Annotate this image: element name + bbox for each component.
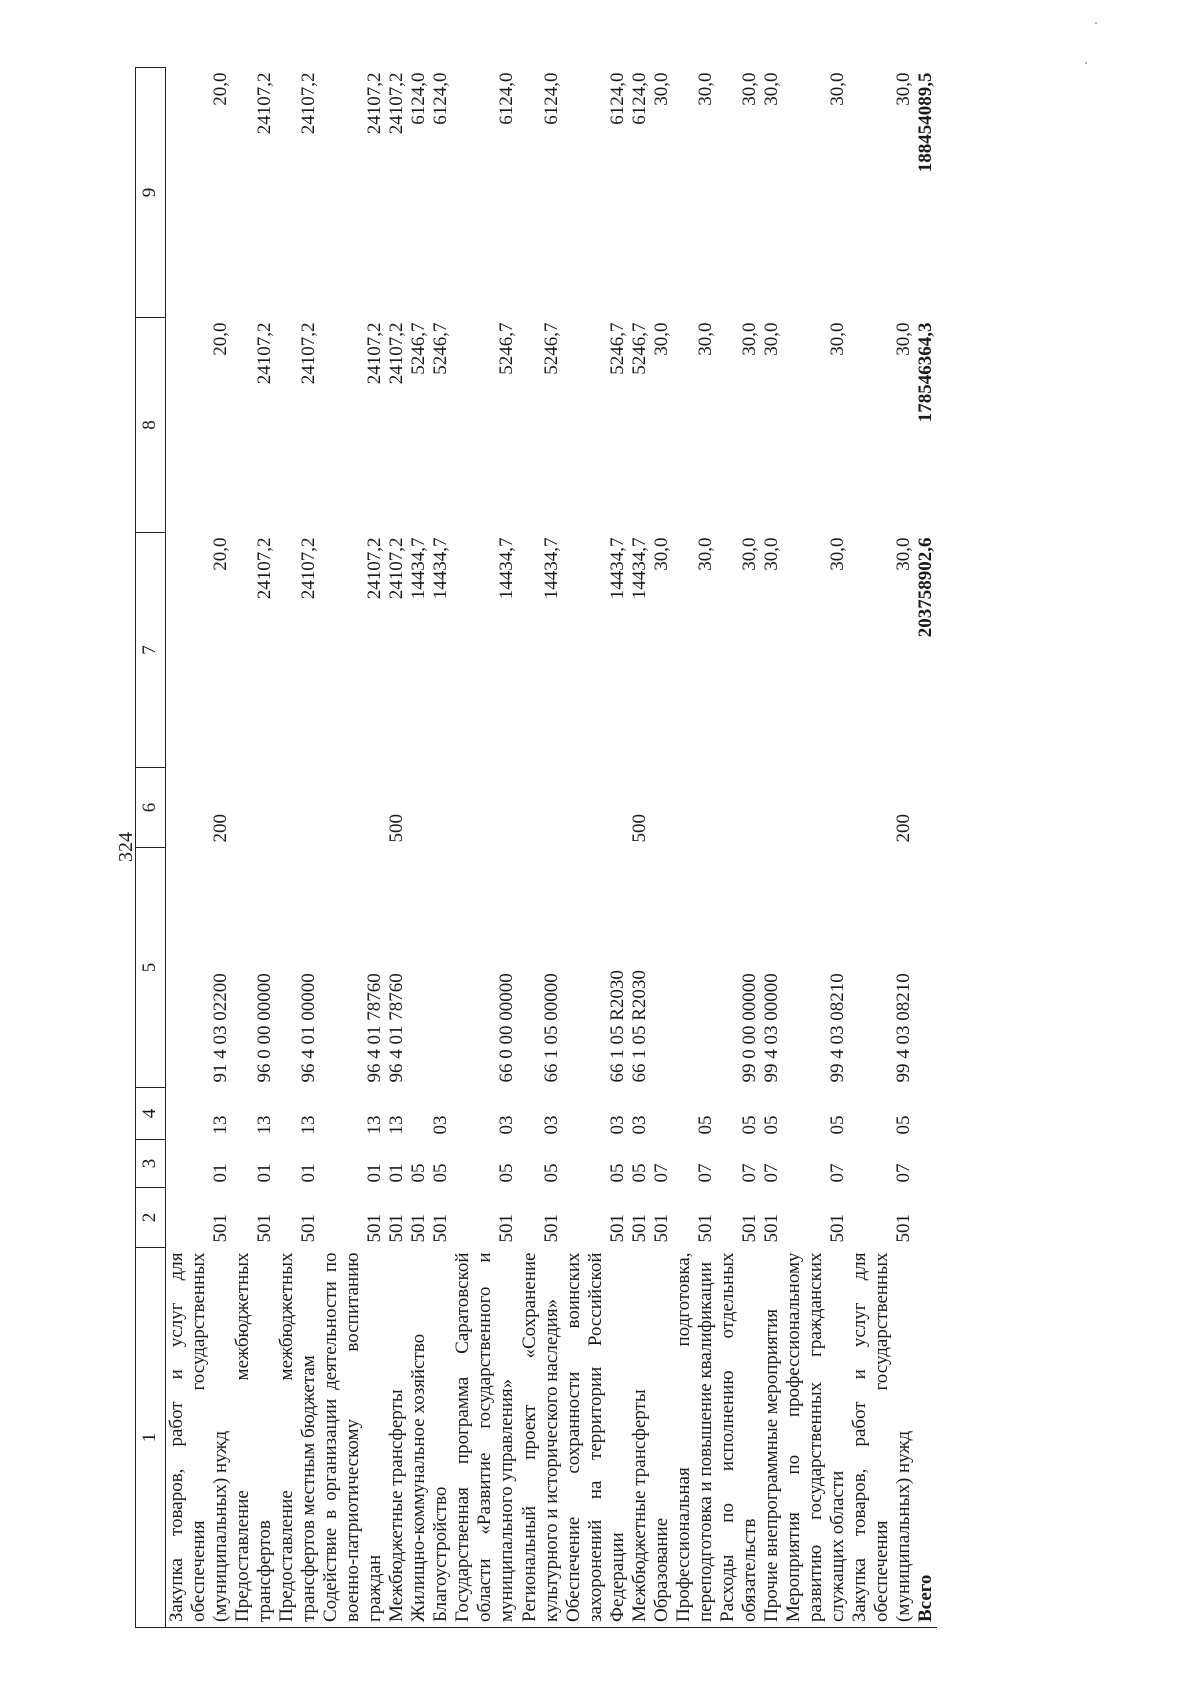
subsection-code: 03 bbox=[540, 1115, 562, 1135]
budget-code: 501 bbox=[210, 1214, 232, 1243]
amount-year-1: 30,0 bbox=[738, 537, 760, 571]
table-row bbox=[849, 68, 915, 1628]
item-name: Благоустройство bbox=[430, 1248, 452, 1628]
target-article-code: 99 0 00 00000 bbox=[738, 973, 760, 1083]
amount-year-1: 30,0 bbox=[760, 537, 782, 571]
amount-year-2: 24107,2 bbox=[364, 322, 386, 385]
table-row bbox=[761, 68, 783, 1628]
item-name: Государственная программа Саратовской области «Развитие государственного и муниципального управления» bbox=[452, 1248, 518, 1628]
section-code: 07 bbox=[694, 1163, 716, 1183]
target-article-code: 96 0 00 00000 bbox=[254, 973, 276, 1083]
expense-type-code bbox=[408, 768, 430, 848]
target-article-code bbox=[651, 848, 673, 1088]
total-section-code bbox=[915, 1140, 937, 1188]
expense-type-code bbox=[651, 768, 673, 848]
amount-year-2: 30,0 bbox=[826, 322, 848, 356]
column-header: 6 bbox=[136, 768, 166, 848]
subsection-code: 05 bbox=[893, 1115, 915, 1135]
budget-code: 501 bbox=[408, 1214, 430, 1243]
target-article-code: 96 4 01 78760 bbox=[364, 973, 386, 1083]
target-article-code: 99 4 03 08210 bbox=[826, 973, 848, 1083]
column-header: 4 bbox=[136, 1088, 166, 1140]
expense-type-code bbox=[320, 768, 386, 848]
column-number-header bbox=[136, 68, 166, 1628]
subsection-code: 13 bbox=[254, 1115, 276, 1135]
column-header: 1 bbox=[136, 1248, 166, 1628]
table-body bbox=[166, 68, 938, 1628]
item-name: Содействие в организации деятельности по военно-патриотическому воспитанию граждан bbox=[320, 1248, 386, 1628]
budget-code: 501 bbox=[430, 1214, 452, 1243]
target-article-code: 66 1 05 R2030 bbox=[628, 970, 650, 1083]
amount-year-1: 30,0 bbox=[826, 537, 848, 571]
amount-year-2: 30,0 bbox=[893, 322, 915, 356]
amount-year-1: 14434,7 bbox=[606, 537, 628, 600]
amount-year-2: 20,0 bbox=[210, 322, 232, 356]
expense-type-code bbox=[717, 768, 761, 848]
table-row bbox=[717, 68, 761, 1628]
amount-year-1: 14434,7 bbox=[540, 537, 562, 600]
expense-type-code: 200 bbox=[893, 814, 915, 843]
amount-year-3: 6124,0 bbox=[540, 72, 562, 125]
target-article-code: 99 4 03 00000 bbox=[760, 973, 782, 1083]
budget-code: 501 bbox=[738, 1214, 760, 1243]
amount-year-2: 30,0 bbox=[694, 322, 716, 356]
section-code: 05 bbox=[540, 1163, 562, 1183]
subsection-code: 05 bbox=[738, 1115, 760, 1135]
amount-year-2: 24107,2 bbox=[254, 322, 276, 385]
section-code: 01 bbox=[298, 1163, 320, 1183]
budget-code: 501 bbox=[694, 1214, 716, 1243]
amount-year-3: 24107,2 bbox=[254, 72, 276, 135]
budget-code: 501 bbox=[628, 1214, 650, 1243]
item-name: Межбюджетные трансферты bbox=[629, 1248, 651, 1628]
target-article-code: 99 4 03 08210 bbox=[893, 973, 915, 1083]
subsection-code: 05 bbox=[694, 1115, 716, 1135]
expense-type-code: 500 bbox=[386, 814, 408, 843]
budget-code: 501 bbox=[496, 1214, 518, 1243]
total-amount-year-3: 188454089,5 bbox=[915, 72, 937, 173]
column-header: 7 bbox=[136, 533, 166, 768]
expense-type-code: 500 bbox=[628, 814, 650, 843]
item-name: Закупка товаров, работ и услуг для обеспечения государственных (муниципальных) нужд bbox=[849, 1248, 915, 1628]
table-row bbox=[276, 68, 320, 1628]
amount-year-3: 6124,0 bbox=[430, 72, 452, 125]
amount-year-3: 6124,0 bbox=[606, 72, 628, 125]
total-expense-type-code bbox=[915, 768, 937, 848]
amount-year-1: 20,0 bbox=[210, 537, 232, 571]
section-code: 01 bbox=[364, 1163, 386, 1183]
amount-year-3: 30,0 bbox=[760, 72, 782, 106]
total-amount-year-1: 203758902,6 bbox=[915, 537, 937, 638]
table-row bbox=[430, 68, 452, 1628]
target-article-code: 96 4 01 00000 bbox=[298, 973, 320, 1083]
table-row bbox=[629, 68, 651, 1628]
subsection-code: 13 bbox=[386, 1115, 408, 1135]
subsection-code bbox=[408, 1088, 430, 1140]
section-code: 07 bbox=[650, 1163, 672, 1183]
column-header: 9 bbox=[136, 68, 166, 318]
table-row bbox=[320, 68, 386, 1628]
subsection-code bbox=[651, 1088, 673, 1140]
amount-year-3: 30,0 bbox=[694, 72, 716, 106]
amount-year-2: 24107,2 bbox=[298, 322, 320, 385]
budget-table bbox=[135, 67, 937, 1628]
amount-year-3: 30,0 bbox=[893, 72, 915, 106]
amount-year-2: 24107,2 bbox=[386, 322, 408, 385]
table-row bbox=[651, 68, 673, 1628]
budget-code: 501 bbox=[893, 1214, 915, 1243]
expense-type-code bbox=[761, 768, 783, 848]
item-name: Закупка товаров, работ и услуг для обеспечения государственных (муниципальных) нужд bbox=[166, 1248, 233, 1628]
budget-code: 501 bbox=[254, 1214, 276, 1243]
amount-year-2: 5246,7 bbox=[628, 322, 650, 375]
amount-year-3: 6124,0 bbox=[408, 72, 430, 125]
amount-year-1: 30,0 bbox=[694, 537, 716, 571]
item-name: Обеспечение сохранности воинских захоронений на территории Российской Федерации bbox=[563, 1248, 629, 1628]
subsection-code: 13 bbox=[298, 1115, 320, 1135]
amount-year-1: 14434,7 bbox=[628, 537, 650, 600]
item-name: Предоставление межбюджетных трансфертов местным бюджетам bbox=[276, 1248, 320, 1628]
target-article-code: 66 1 05 R2030 bbox=[606, 970, 628, 1083]
amount-year-3: 24107,2 bbox=[386, 72, 408, 135]
total-target-article-code bbox=[915, 848, 937, 1088]
table-row bbox=[783, 68, 849, 1628]
expense-type-code bbox=[232, 768, 276, 848]
budget-code: 501 bbox=[760, 1214, 782, 1243]
budget-code: 501 bbox=[650, 1214, 672, 1243]
table-row bbox=[386, 68, 408, 1628]
subsection-code: 03 bbox=[496, 1115, 518, 1135]
subsection-code: 03 bbox=[606, 1115, 628, 1135]
amount-year-2: 5246,7 bbox=[430, 322, 452, 375]
expense-type-code bbox=[673, 768, 717, 848]
section-code: 07 bbox=[826, 1163, 848, 1183]
column-header: 3 bbox=[136, 1140, 166, 1188]
table-row bbox=[452, 68, 518, 1628]
total-amount-year-2: 178546364,3 bbox=[915, 322, 937, 423]
subsection-code: 13 bbox=[210, 1115, 232, 1135]
section-code: 05 bbox=[606, 1163, 628, 1183]
total-item-name: Всего bbox=[915, 1248, 937, 1628]
item-name: Прочие внепрограммные мероприятия bbox=[761, 1248, 783, 1628]
subsection-code: 05 bbox=[760, 1115, 782, 1135]
amount-year-1: 30,0 bbox=[893, 537, 915, 571]
amount-year-3: 24107,2 bbox=[298, 72, 320, 135]
column-header: 5 bbox=[136, 848, 166, 1088]
amount-year-1: 24107,2 bbox=[364, 537, 386, 600]
table-row bbox=[166, 68, 233, 1628]
table-row bbox=[563, 68, 629, 1628]
section-code: 07 bbox=[893, 1163, 915, 1183]
amount-year-1: 14434,7 bbox=[430, 537, 452, 600]
target-article-code: 91 4 03 02200 bbox=[210, 973, 232, 1083]
amount-year-3: 6124,0 bbox=[628, 72, 650, 125]
budget-code: 501 bbox=[606, 1214, 628, 1243]
amount-year-2: 5246,7 bbox=[540, 322, 562, 375]
amount-year-3: 6124,0 bbox=[496, 72, 518, 125]
target-article-code: 96 4 01 78760 bbox=[386, 973, 408, 1083]
item-name: Мероприятия по профессиональному развитию государственных гражданских служащих области bbox=[783, 1248, 849, 1628]
budget-code: 501 bbox=[298, 1214, 320, 1243]
expense-type-code bbox=[563, 768, 629, 848]
amount-year-1: 24107,2 bbox=[254, 537, 276, 600]
amount-year-1: 14434,7 bbox=[496, 537, 518, 600]
item-name: Образование bbox=[651, 1248, 673, 1628]
table-row bbox=[408, 68, 430, 1628]
section-code: 05 bbox=[496, 1163, 518, 1183]
scan-speck bbox=[1095, 22, 1097, 24]
subsection-code: 05 bbox=[826, 1115, 848, 1135]
section-code: 05 bbox=[430, 1163, 452, 1183]
table-row bbox=[673, 68, 717, 1628]
target-article-code bbox=[408, 848, 430, 1088]
table-row bbox=[519, 68, 563, 1628]
table-row bbox=[232, 68, 276, 1628]
section-code: 01 bbox=[254, 1163, 276, 1183]
expense-type-code bbox=[430, 768, 452, 848]
amount-year-2: 5246,7 bbox=[408, 322, 430, 375]
section-code: 07 bbox=[760, 1163, 782, 1183]
subsection-code: 03 bbox=[628, 1115, 650, 1135]
amount-year-2: 5246,7 bbox=[606, 322, 628, 375]
budget-code: 501 bbox=[826, 1214, 848, 1243]
expense-type-code bbox=[519, 768, 563, 848]
target-article-code bbox=[673, 848, 717, 1088]
target-article-code: 66 0 00 00000 bbox=[496, 973, 518, 1083]
expense-type-code: 200 bbox=[210, 814, 232, 843]
expense-type-code bbox=[783, 768, 849, 848]
amount-year-3: 20,0 bbox=[210, 72, 232, 106]
budget-code: 501 bbox=[386, 1214, 408, 1243]
amount-year-3: 30,0 bbox=[738, 72, 760, 106]
budget-code: 501 bbox=[540, 1214, 562, 1243]
page-number: 324 bbox=[115, 832, 137, 862]
amount-year-2: 30,0 bbox=[650, 322, 672, 356]
amount-year-1: 24107,2 bbox=[386, 537, 408, 600]
amount-year-3: 30,0 bbox=[650, 72, 672, 106]
amount-year-2: 30,0 bbox=[738, 322, 760, 356]
target-article-code: 66 1 05 00000 bbox=[540, 973, 562, 1083]
section-code: 01 bbox=[386, 1163, 408, 1183]
item-name: Жилищно-коммунальное хозяйство bbox=[408, 1248, 430, 1628]
amount-year-1: 14434,7 bbox=[408, 537, 430, 600]
amount-year-2: 5246,7 bbox=[496, 322, 518, 375]
item-name: Межбюджетные трансферты bbox=[386, 1248, 408, 1628]
target-article-code bbox=[430, 848, 452, 1088]
expense-type-code bbox=[276, 768, 320, 848]
budget-code: 501 bbox=[364, 1214, 386, 1243]
amount-year-1: 30,0 bbox=[650, 537, 672, 571]
section-code: 01 bbox=[210, 1163, 232, 1183]
section-code: 05 bbox=[408, 1163, 430, 1183]
amount-year-1: 24107,2 bbox=[298, 537, 320, 600]
total-subsection-code bbox=[915, 1088, 937, 1140]
rotated-sheet bbox=[135, 68, 1015, 1628]
section-code: 07 bbox=[738, 1163, 760, 1183]
section-code: 05 bbox=[628, 1163, 650, 1183]
item-name: Расходы по исполнению отдельных обязательств bbox=[717, 1248, 761, 1628]
scan-speck bbox=[1085, 62, 1087, 64]
total-row bbox=[915, 68, 937, 1628]
amount-year-3: 30,0 bbox=[826, 72, 848, 106]
subsection-code: 03 bbox=[430, 1115, 452, 1135]
expense-type-code bbox=[452, 768, 518, 848]
subsection-code: 13 bbox=[364, 1115, 386, 1135]
total-budget-code bbox=[915, 1188, 937, 1248]
amount-year-3: 24107,2 bbox=[364, 72, 386, 135]
column-header: 8 bbox=[136, 318, 166, 533]
column-header: 2 bbox=[136, 1188, 166, 1248]
amount-year-2: 30,0 bbox=[760, 322, 782, 356]
item-name: Профессиональная подготовка, переподготовка и повышение квалификации bbox=[673, 1248, 717, 1628]
item-name: Региональный проект «Сохранение культурного и исторического наследия» bbox=[519, 1248, 563, 1628]
item-name: Предоставление межбюджетных трансфертов bbox=[232, 1248, 276, 1628]
